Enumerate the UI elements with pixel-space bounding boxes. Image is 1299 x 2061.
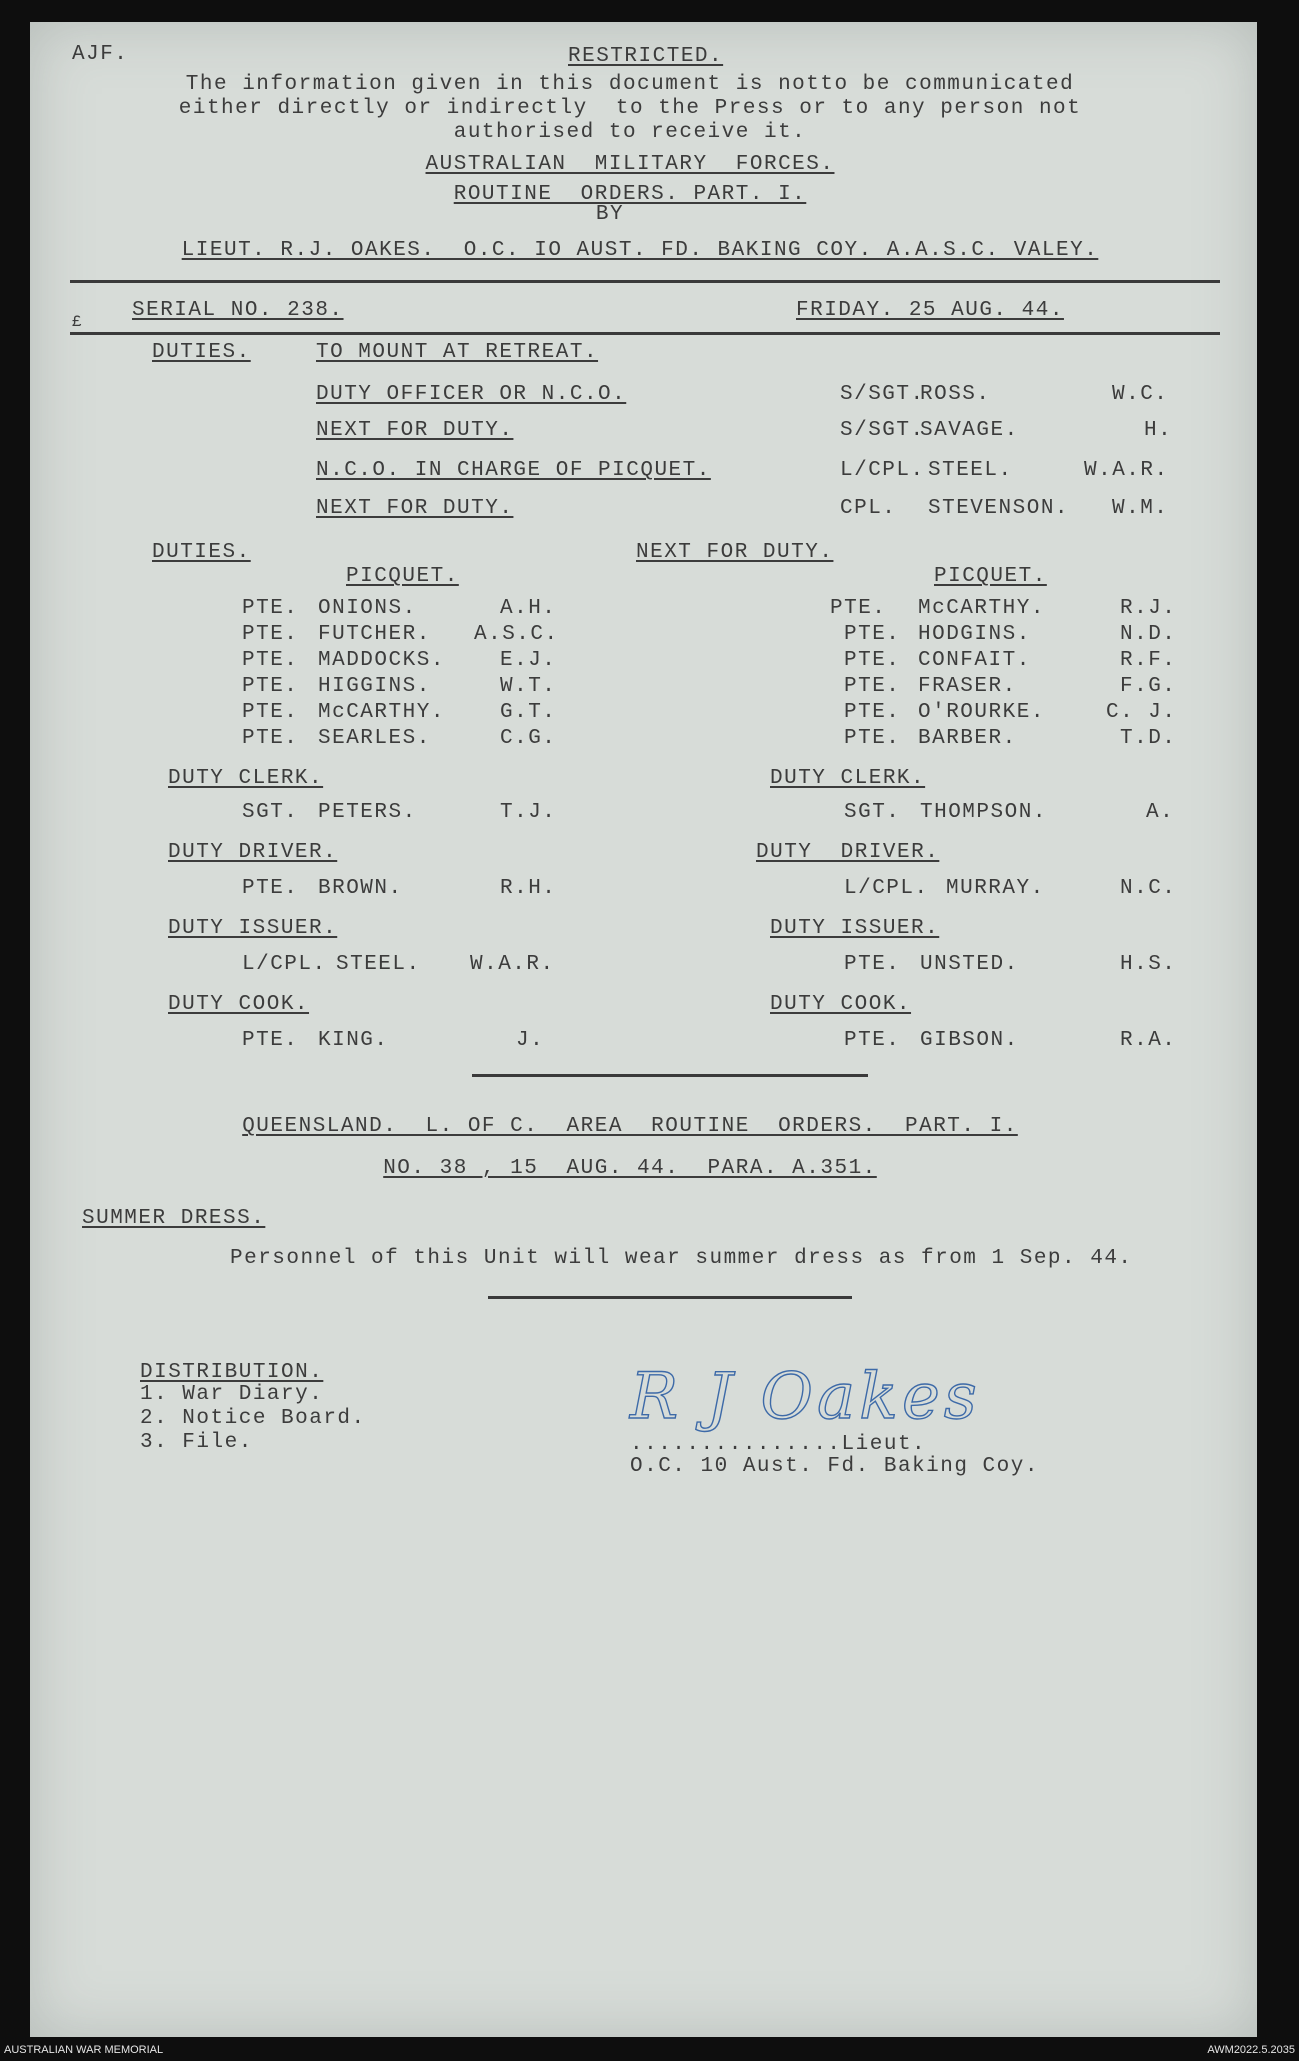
duty-initials: W.C. [1112, 383, 1169, 406]
document-title: ROUTINE ORDERS. PART. I. [453, 183, 807, 206]
issuer-name: UNSTED. [920, 953, 1019, 976]
margin-mark: £ [72, 313, 84, 331]
issuer-initials: H.S. [1120, 953, 1177, 976]
duty-role: N.C.O. IN CHARGE OF PICQUET. [316, 459, 711, 482]
serial-date: FRIDAY. 25 AUG. 44. [796, 299, 1064, 322]
notice-line-1: The information given in this document is notto be communicated [185, 73, 1075, 96]
picquet-initials: G.T. [500, 701, 557, 724]
by-line: BY [595, 203, 625, 226]
clerk-initials: A. [1146, 801, 1175, 824]
picquet-name: HIGGINS. [318, 675, 431, 698]
header-rule-top [70, 280, 1220, 283]
duty-role: NEXT FOR DUTY. [316, 497, 514, 520]
picquet-rank: PTE. [844, 727, 901, 750]
driver-rank: PTE. [242, 877, 299, 900]
picquet-rank: PTE. [242, 675, 299, 698]
duty-driver-heading-right: DUTY DRIVER. [756, 841, 940, 864]
picquet-name: MADDOCKS. [318, 649, 445, 672]
picquet-initials: A.S.C. [474, 623, 559, 646]
picquet-initials: N.D. [1120, 623, 1177, 646]
driver-name: MURRAY. [946, 877, 1045, 900]
duties-heading-left: DUTIES. [152, 541, 251, 564]
picquet-initials: C. J. [1106, 701, 1177, 724]
summer-dress-text: Personnel of this Unit will wear summer dress as from 1 Sep. 44. [230, 1247, 1133, 1270]
duty-name: STEEL. [928, 459, 1013, 482]
closing-divider [488, 1296, 852, 1299]
picquet-initials: T.D. [1120, 727, 1177, 750]
duties-heading-top: DUTIES. [152, 341, 251, 364]
picquet-rank: PTE. [242, 701, 299, 724]
distribution-item: 1. War Diary. [140, 1383, 324, 1406]
picquet-name: BARBER. [918, 727, 1017, 750]
picquet-name: FUTCHER. [318, 623, 431, 646]
picquet-name: HODGINS. [918, 623, 1031, 646]
picquet-heading-left: PICQUET. [346, 565, 459, 588]
duty-initials: W.M. [1112, 497, 1169, 520]
picquet-rank: PTE. [242, 727, 299, 750]
duty-issuer-heading-left: DUTY ISSUER. [168, 917, 338, 940]
picquet-name: McCARTHY. [318, 701, 445, 724]
picquet-rank: PTE. [844, 649, 901, 672]
signature-title-line: O.C. 10 Aust. Fd. Baking Coy. [630, 1455, 1039, 1478]
footer-accession-number: AWM2022.5.2035 [1207, 2044, 1295, 2056]
duty-rank: L/CPL. [840, 459, 925, 482]
picquet-rank: PTE. [830, 597, 887, 620]
picquet-initials: R.F. [1120, 649, 1177, 672]
next-for-duty-heading-right: NEXT FOR DUTY. [636, 541, 834, 564]
distribution-item: 3. File. [140, 1431, 253, 1454]
duty-issuer-heading-right: DUTY ISSUER. [770, 917, 940, 940]
duty-clerk-heading-left: DUTY CLERK. [168, 767, 324, 790]
cook-name: GIBSON. [920, 1029, 1019, 1052]
clerk-rank: SGT. [242, 801, 299, 824]
mount-at-retreat: TO MOUNT AT RETREAT. [316, 341, 599, 364]
duty-clerk-heading-right: DUTY CLERK. [770, 767, 926, 790]
duty-role: NEXT FOR DUTY. [316, 419, 514, 442]
picquet-rank: PTE. [242, 649, 299, 672]
footer-institution: AUSTRALIAN WAR MEMORIAL [4, 2044, 164, 2056]
issuer-rank: L/CPL. [242, 953, 327, 976]
clerk-name: THOMPSON. [920, 801, 1047, 824]
picquet-heading-right: PICQUET. [934, 565, 1047, 588]
picquet-initials: R.J. [1120, 597, 1177, 620]
picquet-name: CONFAIT. [918, 649, 1031, 672]
handwritten-signature [620, 1342, 1120, 1442]
organisation-heading: AUSTRALIAN MILITARY FORCES. [425, 153, 835, 176]
picquet-initials: E.J. [500, 649, 557, 672]
picquet-initials: A.H. [500, 597, 557, 620]
summer-dress-heading: SUMMER DRESS. [82, 1207, 266, 1230]
svg-text:R J Oakes: R J Oakes [630, 1360, 981, 1434]
duty-rank: S/SGT. [840, 419, 925, 442]
area-orders-line-1: QUEENSLAND. L. OF C. AREA ROUTINE ORDERS. PART. I. [242, 1115, 1018, 1138]
picquet-initials: C.G. [500, 727, 557, 750]
duty-rank: CPL. [840, 497, 897, 520]
duty-role: DUTY OFFICER OR N.C.O. [316, 383, 627, 406]
driver-name: BROWN. [318, 877, 403, 900]
picquet-initials: W.T. [500, 675, 557, 698]
picquet-rank: PTE. [242, 623, 299, 646]
duty-driver-heading-left: DUTY DRIVER. [168, 841, 338, 864]
picquet-name: SEARLES. [318, 727, 431, 750]
driver-rank: L/CPL. [844, 877, 929, 900]
duty-rank: S/SGT. [840, 383, 925, 406]
clerk-initials: T.J. [500, 801, 557, 824]
cook-initials: J. [516, 1029, 545, 1052]
notice-line-2: either directly or indirectly to the Press or to any person not [178, 97, 1082, 120]
file-reference: AJF. [72, 43, 129, 66]
picquet-name: FRASER. [918, 675, 1017, 698]
clerk-name: PETERS. [318, 801, 417, 824]
signature-rank-line: ...............Lieut. [630, 1433, 927, 1456]
issuer-line: LIEUT. R.J. OAKES. O.C. IO AUST. FD. BAKING COY. A.A.S.C. VALEY. [181, 239, 1099, 262]
issuer-rank: PTE. [844, 953, 901, 976]
driver-initials: R.H. [500, 877, 557, 900]
classification-heading: RESTRICTED. [568, 45, 724, 68]
issuer-initials: W.A.R. [470, 953, 555, 976]
cook-name: KING. [318, 1029, 389, 1052]
duty-name: ROSS. [920, 383, 991, 406]
issuer-name: STEEL. [336, 953, 421, 976]
cook-rank: PTE. [242, 1029, 299, 1052]
section-divider [472, 1074, 868, 1077]
picquet-name: O'ROURKE. [918, 701, 1045, 724]
picquet-rank: PTE. [844, 623, 901, 646]
duty-name: STEVENSON. [928, 497, 1070, 520]
duty-initials: W.A.R. [1084, 459, 1169, 482]
cook-initials: R.A. [1120, 1029, 1177, 1052]
picquet-rank: PTE. [844, 701, 901, 724]
distribution-heading: DISTRIBUTION. [140, 1361, 324, 1384]
picquet-name: McCARTHY. [918, 597, 1045, 620]
picquet-name: ONIONS. [318, 597, 417, 620]
driver-initials: N.C. [1120, 877, 1177, 900]
duty-name: SAVAGE. [920, 419, 1019, 442]
cook-rank: PTE. [844, 1029, 901, 1052]
picquet-rank: PTE. [844, 675, 901, 698]
duty-cook-heading-left: DUTY COOK. [168, 993, 310, 1016]
serial-number: SERIAL NO. 238. [132, 299, 344, 322]
notice-line-3: authorised to receive it. [453, 121, 807, 144]
area-orders-line-2: NO. 38 , 15 AUG. 44. PARA. A.351. [383, 1157, 877, 1180]
clerk-rank: SGT. [844, 801, 901, 824]
picquet-rank: PTE. [242, 597, 299, 620]
duty-cook-heading-right: DUTY COOK. [770, 993, 912, 1016]
document-page [30, 22, 1257, 2037]
distribution-item: 2. Notice Board. [140, 1407, 366, 1430]
duty-initials: H. [1144, 419, 1173, 442]
picquet-initials: F.G. [1120, 675, 1177, 698]
header-rule-bottom [70, 332, 1220, 335]
